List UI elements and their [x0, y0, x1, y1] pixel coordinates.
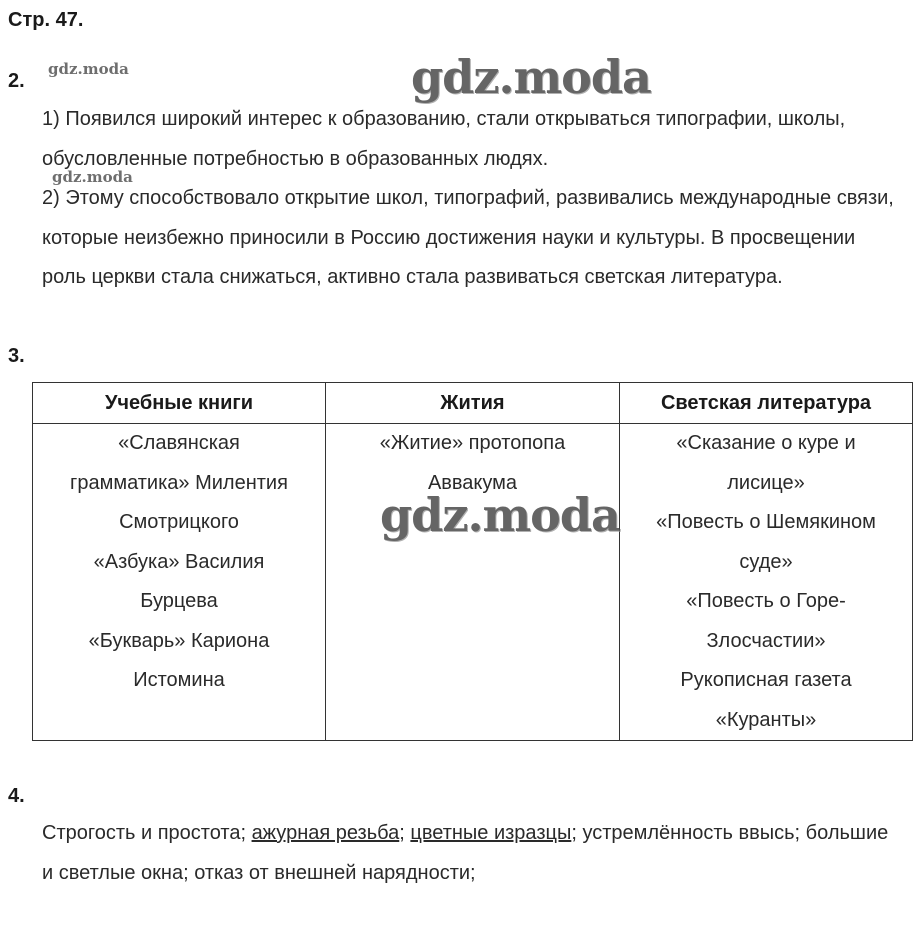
header-textbooks: Учебные книги	[33, 383, 326, 424]
cell-line: Аввакума	[427, 471, 518, 494]
task-4-number: 4.	[8, 785, 25, 807]
watermark-big-1: gdz.moda	[411, 50, 651, 104]
cell-line: Злосчастии»	[706, 629, 826, 652]
literature-table	[32, 382, 913, 741]
cell-textbooks	[33, 424, 326, 741]
cell-line: «Азбука» Василия	[93, 550, 265, 573]
task-4-underlined-openwork-carving: ажурная резьба	[251, 822, 400, 844]
task-4-part: ; устремлённость ввысь; большие и светлые окна; отказ от внешней нарядности;	[42, 822, 889, 884]
task-4-part: Строгость и простота;	[42, 822, 252, 844]
task-2-number: 2.	[8, 70, 25, 92]
cell-line: лисице»	[727, 471, 805, 494]
cell-lives	[326, 424, 620, 741]
cell-line: Смотрицкого	[119, 511, 239, 533]
task-2-item-1: 1) Появился широкий интерес к образованию, стали открываться типографии, школы, обусловленные потребностью в образованных людях.	[42, 108, 846, 170]
task-4-underlined-colored-tiles: цветные изразцы	[410, 822, 572, 844]
cell-line: «Куранты»	[715, 708, 817, 731]
table-header-row	[33, 383, 913, 424]
watermark-small-1: gdz.moda	[48, 60, 129, 78]
cell-line: «Сказание о куре и	[676, 432, 856, 454]
cell-line: Истомина	[133, 669, 225, 691]
cell-line: Рукописная газета	[680, 669, 852, 691]
task-4-part: ;	[399, 822, 411, 844]
cell-secular-literature	[620, 424, 913, 741]
header-secular-literature: Светская литература	[620, 383, 913, 424]
cell-line: грамматика» Милентия	[70, 471, 288, 494]
task-3-number: 3.	[8, 345, 25, 367]
task-4-text	[42, 814, 902, 893]
cell-line: «Житие» протопопа	[379, 432, 566, 454]
watermark-big-2: gdz.moda	[380, 488, 620, 542]
table-row	[33, 424, 913, 741]
cell-line: «Славянская	[118, 432, 240, 454]
task-2-item-2: 2) Этому способствовало открытие школ, типографий, развивались международные связи, которые неизбежно приносили в Россию достижения науки и культуры. В просвещении роль церкви стала снижаться, активно стала развиваться светская литература.	[42, 187, 894, 288]
cell-line: «Букварь» Кариона	[88, 629, 270, 652]
page-title: Стр. 47.	[8, 9, 84, 31]
cell-line: «Повесть о Шемякином	[656, 511, 876, 533]
cell-line: Бурцева	[140, 590, 218, 612]
cell-line: суде»	[739, 550, 793, 573]
watermark-small-2: gdz.moda	[52, 168, 133, 186]
header-lives: Жития	[326, 383, 620, 424]
cell-line: «Повесть о Горе-	[686, 590, 846, 612]
